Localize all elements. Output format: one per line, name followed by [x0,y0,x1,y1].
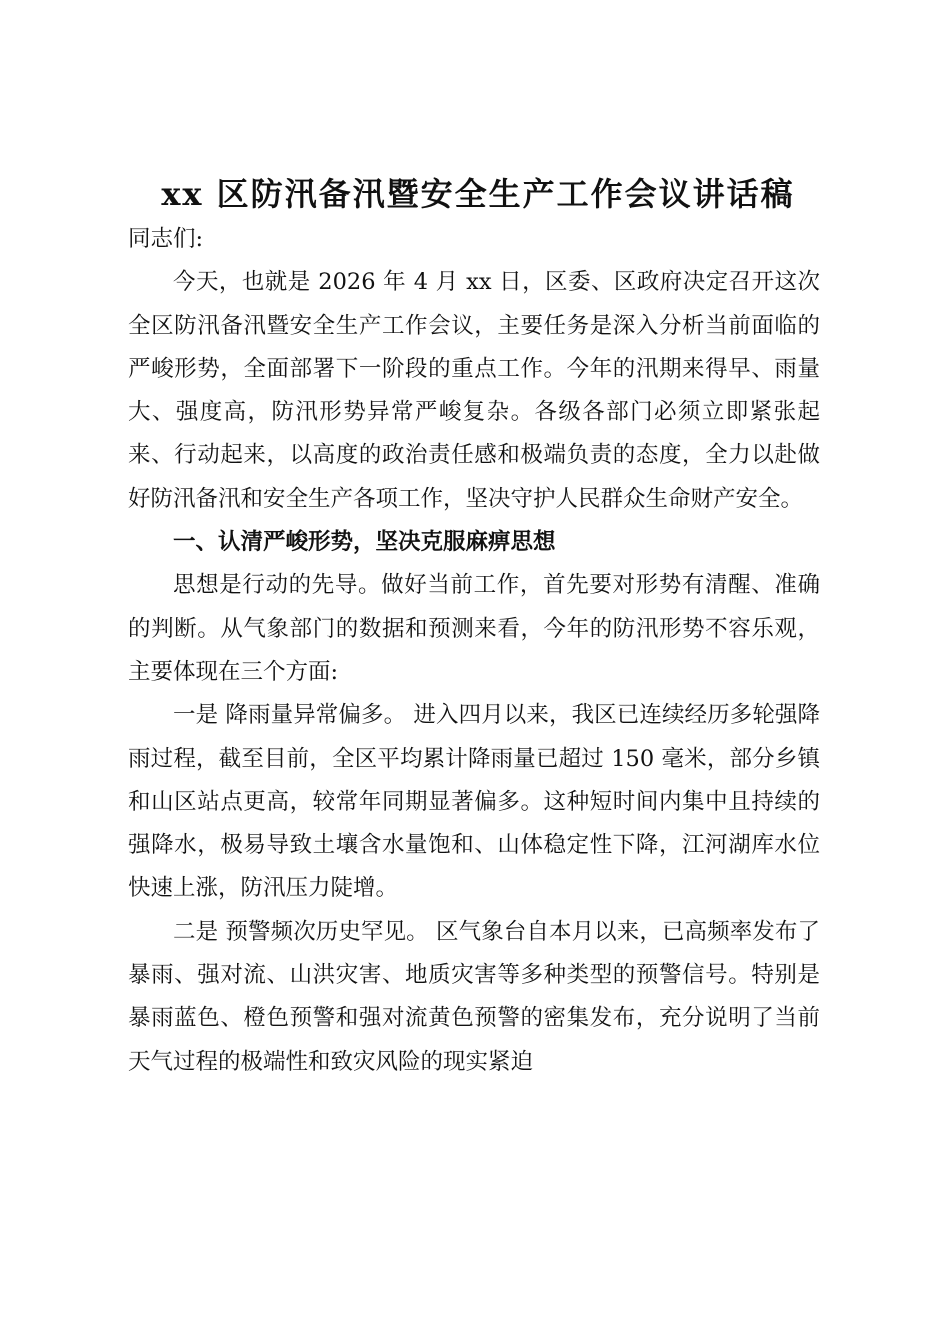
point-two-text: 区气象台自本月以来，已高频率发布了暴雨、强对流、山洪灾害、地质灾害等多种类型的预警信号。特别是暴雨蓝色、橙色预警和强对流黄色预警的密集发布，充分说明了当前天气过程的极端性和致灾风险的现实紧迫 [128,918,820,1075]
document-body [128,218,820,1084]
point-two-lead: 二是 预警频次历史罕见。 [173,918,429,945]
section-intro-paragraph: 思想是行动的先导。做好当前工作，首先要对形势有清醒、准确的判断。从气象部门的数据和预测来看，今年的防汛形势不容乐观，主要体现在三个方面: [128,572,820,685]
point-one-lead: 一是 降雨量异常偏多。 [173,702,407,729]
point-one-text: 进入四月以来，我区已连续经历多轮强降雨过程，截至目前，全区平均累计降雨量已超过 150 毫米，部分乡镇和山区站点更高，较常年同期显著偏多。这种短时间内集中且持续的强降水，极易导致土壤含水量饱和、山体稳定性下降，江河湖库水位快速上涨，防汛压力陡增。 [128,702,821,902]
point-two-paragraph [128,911,820,1084]
section-heading: 一、认清严峻形势，坚决克服麻痹思想 [173,529,556,556]
greeting: 同志们: [128,226,204,252]
document-title: xx 区防汛备汛暨安全生产工作会议讲话稿 [161,175,795,213]
opening-paragraph: 今天，也就是 2026 年 4 月 xx 日，区委、区政府决定召开这次全区防汛备汛暨安全生产工作会议，主要任务是深入分析当前面临的严峻形势，全面部署下一阶段的重点工作。今年的汛期来得早、雨量大、强度高，防汛形势异常严峻复杂。各级各部门必须立即紧张起来、行动起来，以高度的政治责任感和极端负责的态度，全力以赴做好防汛备汛和安全生产各项工作，坚决守护人民群众生命财产安全。 [128,269,820,512]
point-one-paragraph [128,694,820,910]
